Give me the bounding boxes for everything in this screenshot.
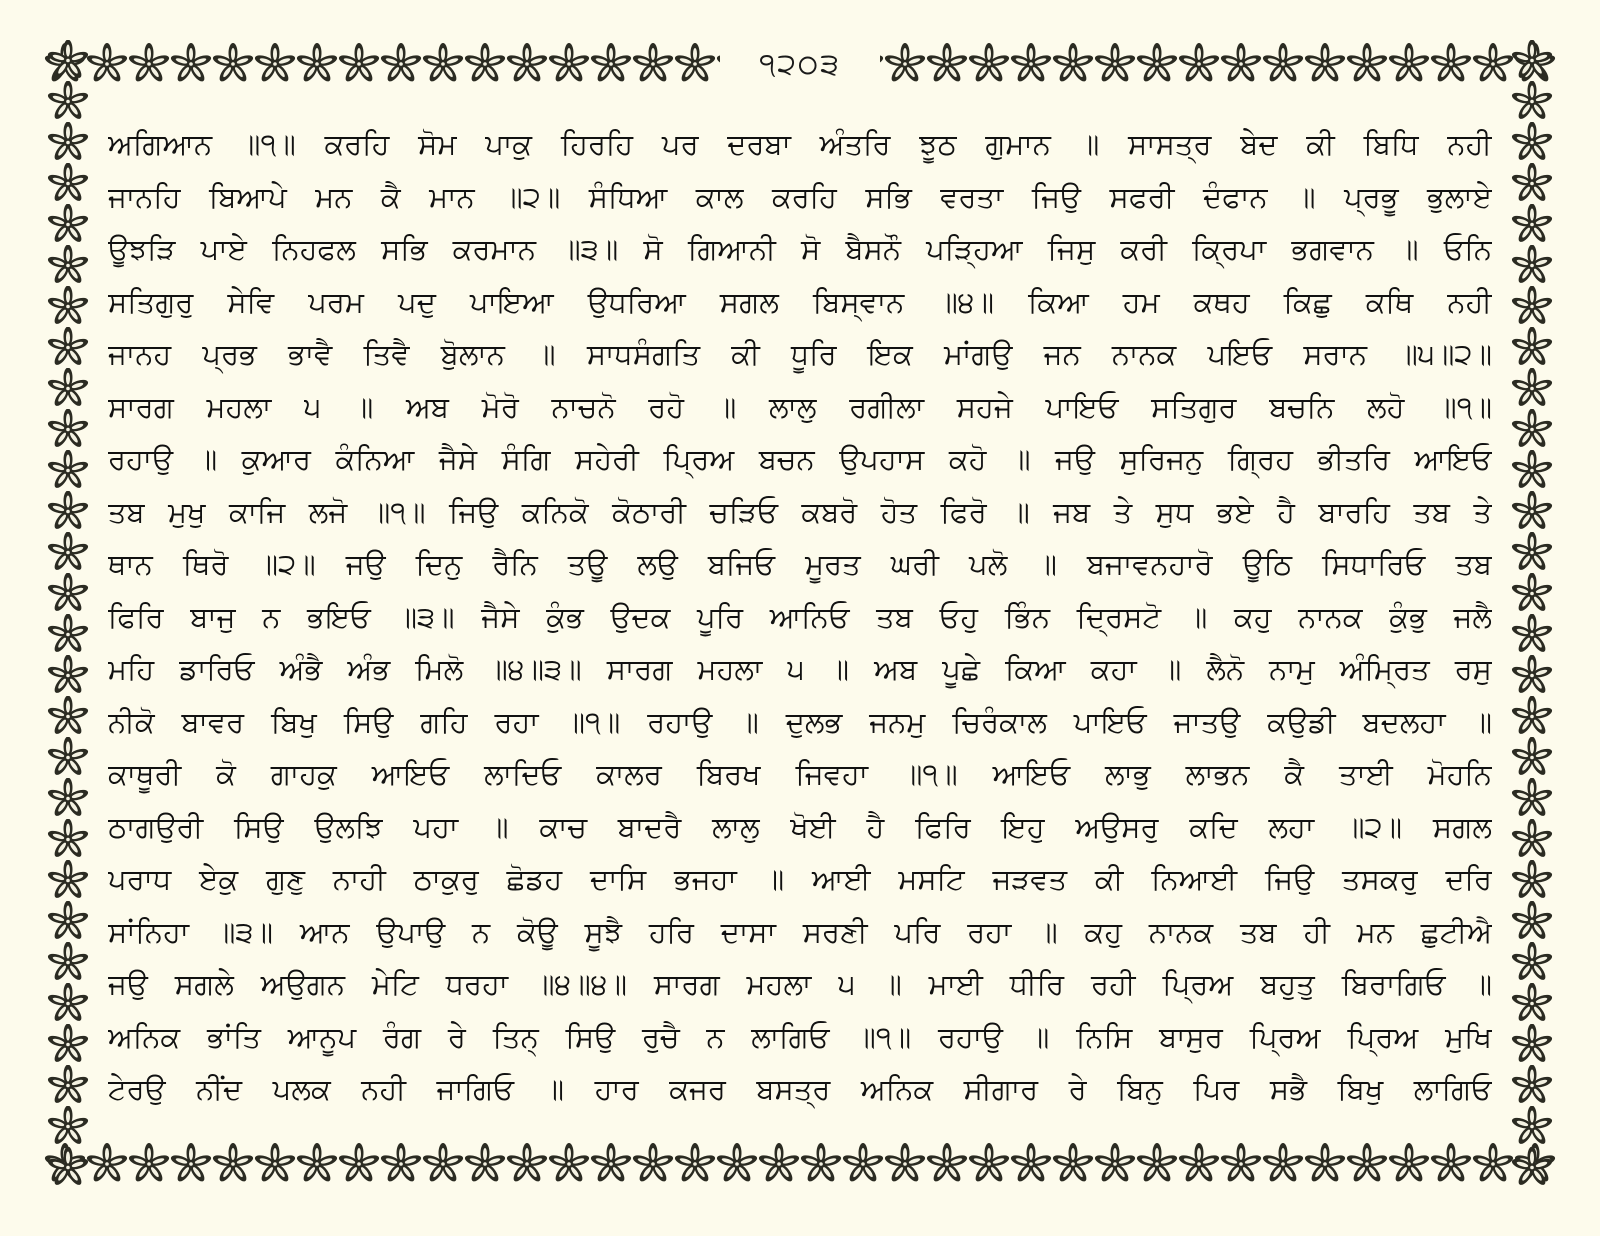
text-line: ਫਿਰਿ ਬਾਜੁ ਨ ਭਇਓ ॥੩॥ ਜੈਸੇ ਕੁੰਭ ਉਦਕ ਪੂਰਿ ਆਨਿਓ ਤਬ ਓਹੁ ਭਿੰਨ ਦ੍ਰਿਸਟੋ ॥ ਕਹੁ ਨਾਨਕ ਕੁੰਭੁ ਜਲੈ xyxy=(108,599,1492,634)
text-line: ਟੇਰਉ ਨੀਂਦ ਪਲਕ ਨਹੀ ਜਾਗਿਓ ॥ ਹਾਰ ਕਜਰ ਬਸਤ੍ਰ ਅਨਿਕ ਸੀਗਾਰ ਰੇ ਬਿਨੁ ਪਿਰ ਸਭੈ ਬਿਖੁ ਲਾਗਿਓ xyxy=(108,1072,1492,1106)
text-line: ਸਤਿਗੁਰੁ ਸੇਵਿ ਪਰਮ ਪਦੁ ਪਾਇਆ ਉਧਰਿਆ ਸਗਲ ਬਿਸ੍ਵਾਨ ॥੪॥ ਕਿਆ ਹਮ ਕਥਹ ਕਿਛੁ ਕਥਿ ਨਹੀ xyxy=(108,284,1492,319)
text-line: ਜਾਨਹਿ ਬਿਆਪੇ ਮਨ ਕੈ ਮਾਨ ॥੨॥ ਸੰਧਿਆ ਕਾਲ ਕਰਹਿ ਸਭਿ ਵਰਤਾ ਜਿਉ ਸਫਰੀ ਦੰਫਾਨ ॥ ਪ੍ਰਭੂ ਭੁਲਾਏ xyxy=(108,179,1492,214)
text-line: ਨੀਕੋ ਬਾਵਰ ਬਿਖੁ ਸਿਉ ਗਹਿ ਰਹਾ ॥੧॥ ਰਹਾਉ ॥ ਦੁਲਭ ਜਨਮੁ ਚਿਰੰਕਾਲ ਪਾਇਓ ਜਾਤਉ ਕਉਡੀ ਬਦਲਹਾ ॥ xyxy=(108,704,1492,739)
scripture-text xyxy=(108,118,1492,1118)
text-line: ਕਾਥੂਰੀ ਕੋ ਗਾਹਕੁ ਆਇਓ ਲਾਦਿਓ ਕਾਲਰ ਬਿਰਖ ਜਿਵਹਾ ॥੧॥ ਆਇਓ ਲਾਭੁ ਲਾਭਨ ਕੈ ਤਾਈ ਮੋਹਨਿ xyxy=(108,757,1492,791)
text-line: ਜਉ ਸਗਲੇ ਅਉਗਨ ਮੇਟਿ ਧਰਹਾ ॥੪॥੪॥ ਸਾਰਗ ਮਹਲਾ ੫ ॥ ਮਾਈ ਧੀਰਿ ਰਹੀ ਪ੍ਰਿਅ ਬਹੁਤੁ ਬਿਰਾਗਿਓ ॥ xyxy=(108,967,1492,1001)
text-line: ਮਹਿ ਡਾਰਿਓ ਅੰਭੈ ਅੰਭ ਮਿਲੋ ॥੪॥੩॥ ਸਾਰਗ ਮਹਲਾ ੫ ॥ ਅਬ ਪੂਛੇ ਕਿਆ ਕਹਾ ॥ ਲੈਨੋ ਨਾਮੁ ਅੰਮ੍ਰਿਤ ਰਸੁ xyxy=(108,652,1492,686)
page-number: ੧੨੦੩ xyxy=(759,46,841,82)
ornamental-border-right xyxy=(1508,40,1556,1188)
text-line: ਸਾਰਗ ਮਹਲਾ ੫ ॥ ਅਬ ਮੋਰੋ ਨਾਚਨੋ ਰਹੋ ॥ ਲਾਲੁ ਰਗੀਲਾ ਸਹਜੇ ਪਾਇਓ ਸਤਿਗੁਰ ਬਚਨਿ ਲਹੋ ॥੧॥ xyxy=(108,389,1492,424)
text-line: ਅਗਿਆਨ ॥੧॥ ਕਰਹਿ ਸੋਮ ਪਾਕੁ ਹਿਰਹਿ ਪਰ ਦਰਬਾ ਅੰਤਰਿ ਝੂਠ ਗੁਮਾਨ ॥ ਸਾਸਤ੍ਰ ਬੇਦ ਕੀ ਬਿਧਿ ਨਹੀ xyxy=(108,127,1492,161)
text-line: ਰਹਾਉ ॥ ਕੁਆਰ ਕੰਨਿਆ ਜੈਸੇ ਸੰਗਿ ਸਹੇਰੀ ਪ੍ਰਿਅ ਬਚਨ ਉਪਹਾਸ ਕਹੋ ॥ ਜਉ ਸੁਰਿਜਨੁ ਗ੍ਰਿਹ ਭੀਤਰਿ ਆਇਓ xyxy=(108,442,1492,476)
text-line: ਸਾਂਨਿਹਾ ॥੩॥ ਆਨ ਉਪਾਉ ਨ ਕੋਊ ਸੂਝੈ ਹਰਿ ਦਾਸਾ ਸਰਣੀ ਪਰਿ ਰਹਾ ॥ ਕਹੁ ਨਾਨਕ ਤਬ ਹੀ ਮਨ ਛੁਟੀਐ xyxy=(108,914,1492,949)
text-line: ਅਨਿਕ ਭਾਂਤਿ ਆਨੂਪ ਰੰਗ ਰੇ ਤਿਨ੍ ਸਿਉ ਰੁਚੈ ਨ ਲਾਗਿਓ ॥੧॥ ਰਹਾਉ ॥ ਨਿਸਿ ਬਾਸੁਰ ਪ੍ਰਿਅ ਪ੍ਰਿਅ ਮੁਖਿ xyxy=(108,1019,1492,1054)
ornamental-border-bottom xyxy=(44,1140,1556,1188)
text-line: ਪਰਾਧ ਏਕੁ ਗੁਣੁ ਨਾਹੀ ਠਾਕੁਰੁ ਛੋਡਹ ਦਾਸਿ ਭਜਹਾ ॥ ਆਈ ਮਸਟਿ ਜੜਵਤ ਕੀ ਨਿਆਈ ਜਿਉ ਤਸਕਰੁ ਦਰਿ xyxy=(108,862,1492,896)
text-line: ਤਬ ਮੁਖੁ ਕਾਜਿ ਲਜੋ ॥੧॥ ਜਿਉ ਕਨਿਕੋ ਕੋਠਾਰੀ ਚੜਿਓ ਕਬਰੋ ਹੋਤ ਫਿਰੋ ॥ ਜਬ ਤੇ ਸੁਧ ਭਏ ਹੈ ਬਾਰਹਿ ਤਬ ਤੇ xyxy=(108,494,1492,529)
page-number-box xyxy=(720,40,880,88)
text-line: ਊਝੜਿ ਪਾਏ ਨਿਹਫਲ ਸਭਿ ਕਰਮਾਨ ॥੩॥ ਸੋ ਗਿਆਨੀ ਸੋ ਬੈਸਨੌ ਪੜ੍ਹਿਆ ਜਿਸੁ ਕਰੀ ਕ੍ਰਿਪਾ ਭਗਵਾਨ ॥ ਓਨਿ xyxy=(108,232,1492,266)
text-line: ਥਾਨ ਥਿਰੋ ॥੨॥ ਜਉ ਦਿਨੁ ਰੈਨਿ ਤਊ ਲਉ ਬਜਿਓ ਮੂਰਤ ਘਰੀ ਪਲੋ ॥ ਬਜਾਵਨਹਾਰੋ ਊਠਿ ਸਿਧਾਰਿਓ ਤਬ xyxy=(108,547,1492,581)
text-line: ਜਾਨਹ ਪ੍ਰਭ ਭਾਵੈ ਤਿਵੈ ਬੋੁਲਾਨ ॥ ਸਾਧਸੰਗਤਿ ਕੀ ਧੂਰਿ ਇਕ ਮਾਂਗਉ ਜਨ ਨਾਨਕ ਪਇਓ ਸਰਾਨ ॥੫॥੨॥ xyxy=(108,337,1492,371)
text-line: ਠਾਗਉਰੀ ਸਿਉ ਉਲਝਿ ਪਹਾ ॥ ਕਾਚ ਬਾਦਰੈ ਲਾਲੁ ਖੋਈ ਹੈ ਫਿਰਿ ਇਹੁ ਅਉਸਰੁ ਕਦਿ ਲਹਾ ॥੨॥ ਸਗਲ xyxy=(108,809,1492,844)
ornamental-border-left xyxy=(44,40,92,1188)
